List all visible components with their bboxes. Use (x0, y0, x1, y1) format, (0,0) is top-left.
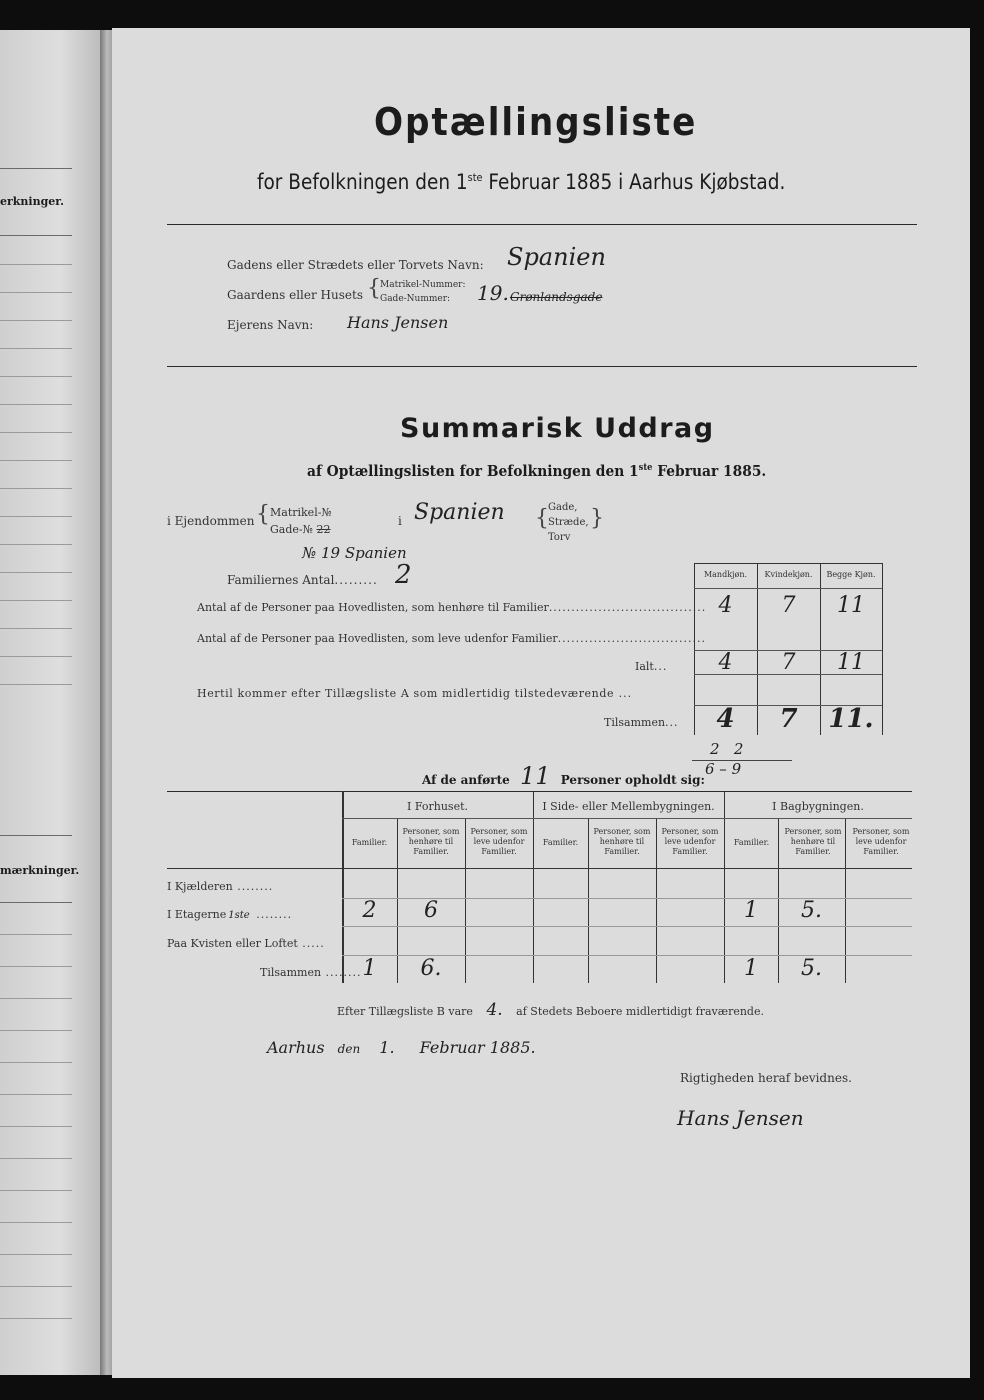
sub-header: Personer, som henhøre til Familier. (784, 827, 842, 856)
sub-header: Familier. (733, 838, 770, 847)
sub-header: Personer, som henhøre til Familier. (402, 827, 460, 856)
footer-date: Aarhus den 1. Februar 1885. (267, 1038, 536, 1057)
col-header-both: Begge Kjøn. (826, 570, 876, 579)
divider (167, 366, 917, 367)
gade-value: 19. (477, 281, 509, 305)
house-label: Gaardens eller Husets (227, 288, 363, 302)
sub-header: Personer, som leve udenfor Familier. (852, 827, 910, 856)
stay-note-bottom: 6 – 9 (705, 760, 742, 778)
sub-header: Personer, som leve udenfor Familier. (470, 827, 528, 856)
matrikel-no-label: Matrikel-№ (270, 506, 332, 519)
cell-value: 4 (718, 650, 733, 675)
cell-value: 4 (716, 704, 735, 734)
left-page-label: mærkninger. (0, 864, 80, 877)
street-type-torv: Torv (548, 532, 571, 543)
gade-struck-value: Grønlandsgade (510, 290, 603, 304)
in-label: i (398, 514, 402, 528)
left-page-edge (0, 30, 100, 1375)
brace: { (367, 276, 381, 301)
col-header-female: Kvindekjøn. (764, 570, 813, 579)
summary-street-value: Spanien (414, 500, 505, 525)
street-type-gade: Gade, (548, 502, 578, 513)
building-cell: 6. (420, 956, 442, 981)
brace: } (590, 506, 604, 531)
col-header-male: Mandkjøn. (703, 570, 748, 579)
handwritten-note: № 19 Spanien (302, 544, 407, 562)
building-cell: 1 (744, 956, 758, 981)
row-label: Ialt... (635, 660, 668, 673)
sub-header: Personer, som leve udenfor Familier. (661, 827, 719, 856)
row-label: Hertil kommer efter Tillægsliste A som midlertidig tilstedeværende ... (197, 687, 633, 700)
matrikel-label: Matrikel-Nummer: (380, 280, 466, 290)
attestation: Rigtigheden heraf bevidnes. (680, 1071, 852, 1085)
owner-label: Ejerens Navn: (227, 318, 314, 332)
group-header: I Side- eller Mellembygningen. (542, 800, 715, 813)
signature: Hans Jensen (677, 1106, 804, 1130)
row-label: Tilsammen... (604, 716, 679, 729)
building-cell: 1 (744, 898, 758, 923)
page-title: Optællingsliste (374, 100, 698, 144)
property-label: i Ejendommen (167, 514, 255, 528)
cell-value: 7 (781, 593, 796, 618)
stay-label: Af de anførte 11 Personer opholdt sig: (422, 762, 705, 790)
group-header: I Forhuset. (407, 800, 468, 813)
brace: { (256, 502, 270, 527)
building-cell: 2 (362, 898, 377, 923)
building-row-label: Paa Kvisten eller Loftet ..... (167, 937, 325, 950)
brace: { (535, 506, 549, 531)
page-subtitle: for Befolkningen den 1ste Februar 1885 i Aarhus Kjøbstad. (257, 170, 786, 194)
owner-value: Hans Jensen (347, 313, 449, 332)
gade-label: Gade-Nummer: (380, 294, 451, 304)
building-row-label: Tilsammen ........ (260, 966, 362, 979)
sub-header: Familier. (542, 838, 579, 847)
cell-value: 7 (781, 650, 796, 675)
stay-note-top: 2 2 (710, 740, 744, 758)
families-value: 2 (395, 560, 412, 590)
street-label: Gadens eller Strædets eller Torvets Navn: (227, 258, 484, 272)
building-cell: 5. (801, 898, 822, 923)
absent-line: Efter Tillægsliste B vare 4. af Stedets Beboere midlertidigt fraværende. (337, 1000, 764, 1020)
building-row-label: I Kjælderen ........ (167, 880, 274, 893)
row-label: Antal af de Personer paa Hovedlisten, som henhøre til Familier................................... (197, 601, 707, 614)
cell-value: 7 (779, 704, 798, 734)
street-value: Spanien (507, 243, 606, 271)
cell-value: 4 (718, 593, 733, 618)
summary-subheading: af Optællingslisten for Befolkningen den 1ste Februar 1885. (307, 462, 767, 480)
building-cell: 6 (424, 898, 438, 923)
row-label: Antal af de Personer paa Hovedlisten, som leve udenfor Familier................................. (197, 632, 707, 645)
group-header: I Bagbygningen. (772, 800, 864, 813)
cell-value: 11 (837, 650, 865, 675)
building-cell: 1 (362, 956, 377, 981)
census-form-page (112, 28, 970, 1378)
families-label: Familiernes Antal......... (227, 573, 378, 587)
divider (167, 224, 917, 225)
building-cell: 5. (801, 956, 822, 981)
street-type-straede: Stræde, (548, 517, 589, 528)
building-row-label: I Etagerne 1ste ........ (167, 908, 293, 921)
summary-heading: Summarisk Uddrag (400, 413, 715, 444)
sub-header: Familier. (351, 838, 388, 847)
cell-value: 11. (828, 704, 874, 734)
cell-value: 11 (837, 593, 865, 618)
left-page-label: erkninger. (0, 195, 64, 208)
gade-no-label: Gade-№ 22 (270, 523, 331, 536)
sub-header: Personer, som henhøre til Familier. (593, 827, 651, 856)
